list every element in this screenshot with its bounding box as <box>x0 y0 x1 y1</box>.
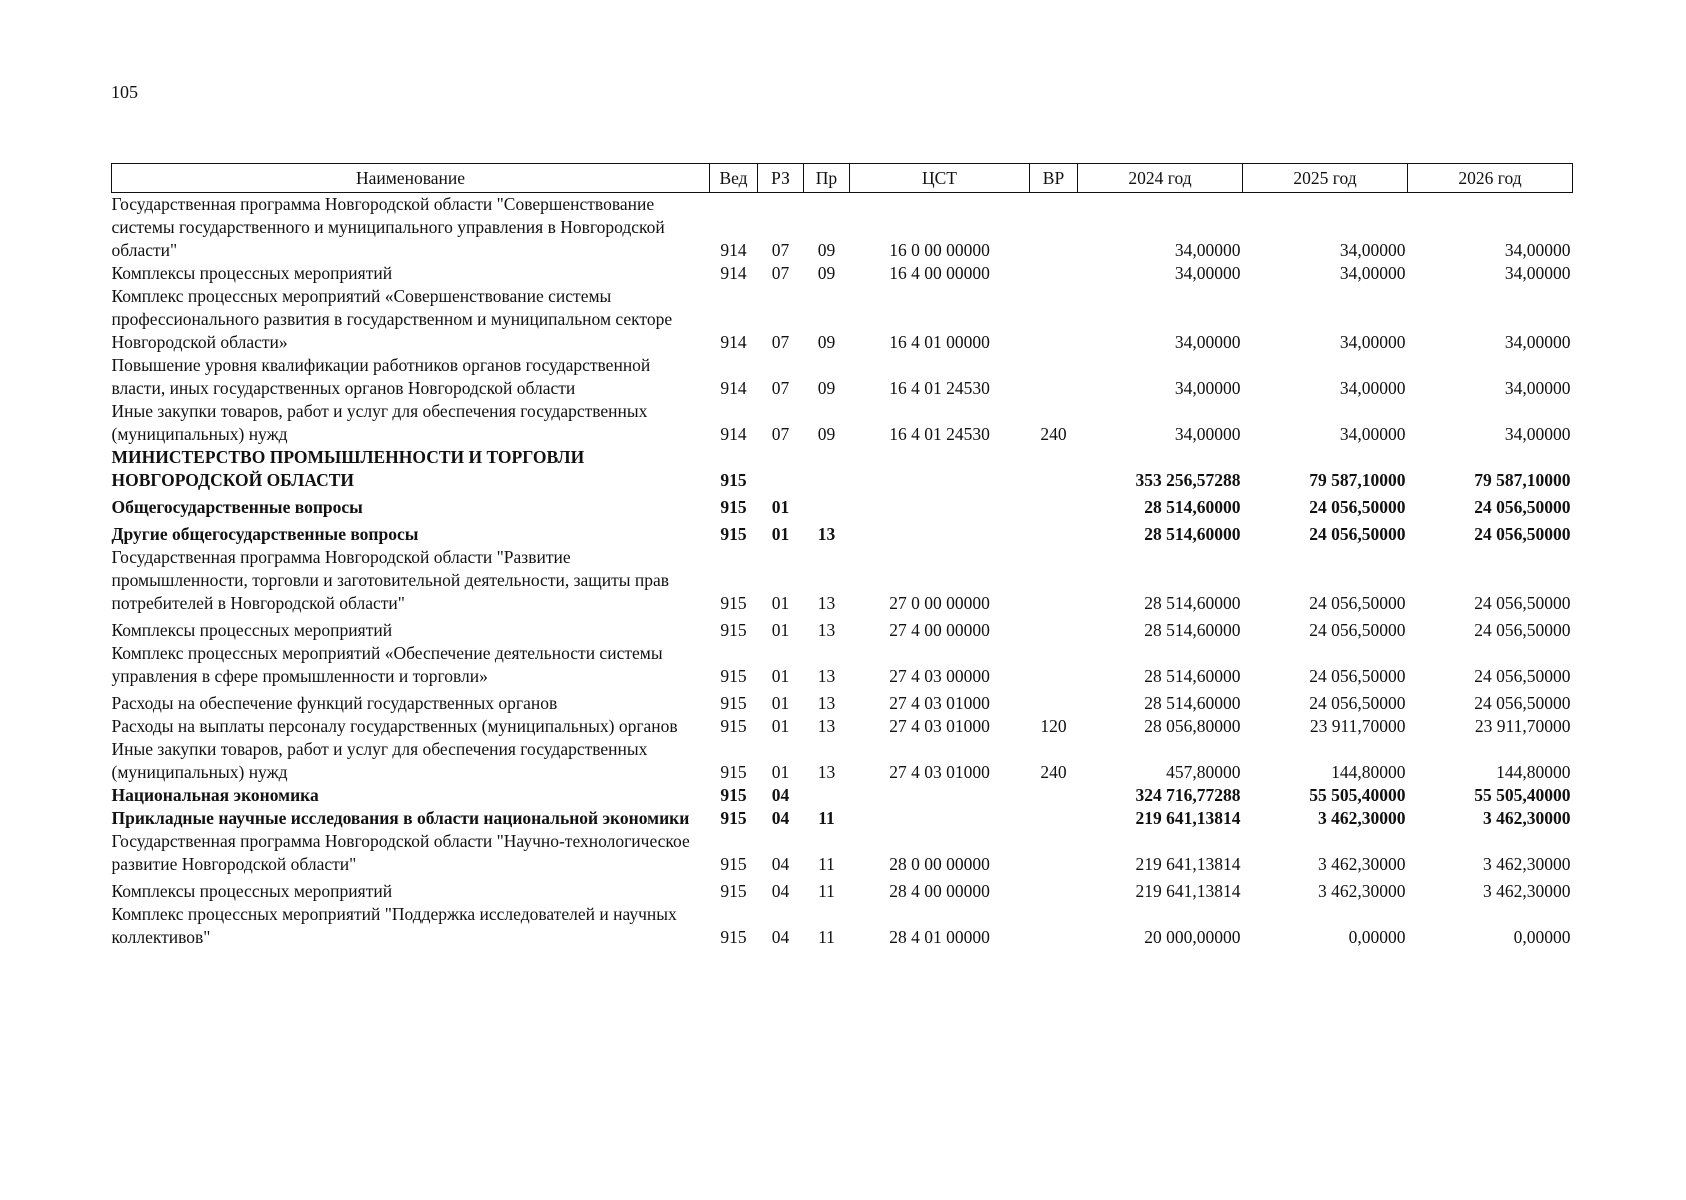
row-vr <box>1030 903 1078 949</box>
table-row <box>112 400 1573 446</box>
row-pr: 13 <box>817 762 836 782</box>
row-2025: 24 056,50000 <box>1309 497 1406 517</box>
row-2025: 34,00000 <box>1339 378 1406 398</box>
row-vr <box>1030 784 1078 807</box>
row-2024: 28 514,60000 <box>1144 524 1241 544</box>
row-cst: 27 4 03 00000 <box>889 666 990 686</box>
row-2026: 23 911,70000 <box>1474 716 1571 736</box>
row-vr <box>1030 446 1078 492</box>
row-2026: 79 587,10000 <box>1474 470 1571 490</box>
row-2025: 55 505,40000 <box>1309 785 1406 805</box>
row-rz <box>758 446 804 492</box>
row-ved: 915 <box>720 593 747 613</box>
header-2026: 2026 год <box>1408 164 1573 193</box>
table-row <box>112 642 1573 688</box>
row-name: Государственная программа Новгородской области "Совершенствование системы государственного и муниципального управления в Новгородской области" <box>111 194 665 260</box>
row-vr <box>1030 688 1078 715</box>
table-row <box>112 688 1573 715</box>
table-row <box>112 519 1573 546</box>
table-row <box>112 285 1573 354</box>
row-name: МИНИСТЕРСТВО ПРОМЫШЛЕННОСТИ И ТОРГОВЛИ НОВГОРОДСКОЙ ОБЛАСТИ <box>111 447 585 490</box>
row-2025: 3 462,30000 <box>1318 808 1406 828</box>
row-2025: 3 462,30000 <box>1318 881 1406 901</box>
row-ved: 914 <box>720 424 747 444</box>
row-vr <box>1030 193 1078 263</box>
row-cst: 16 0 00 00000 <box>889 240 990 260</box>
row-cst <box>850 519 1030 546</box>
row-name: Комплексы процессных мероприятий <box>111 263 393 283</box>
row-vr: 240 <box>1040 762 1067 782</box>
row-rz: 01 <box>771 497 790 517</box>
row-2025: 24 056,50000 <box>1309 620 1406 640</box>
row-2025: 24 056,50000 <box>1309 593 1406 613</box>
table-row <box>112 784 1573 807</box>
row-ved: 915 <box>720 881 747 901</box>
row-cst: 16 4 00 00000 <box>889 263 990 283</box>
row-ved: 915 <box>720 470 747 490</box>
row-2026: 34,00000 <box>1504 424 1571 444</box>
row-ved: 915 <box>720 785 747 805</box>
table-row <box>112 876 1573 903</box>
row-pr: 13 <box>817 716 836 736</box>
row-vr <box>1030 642 1078 688</box>
row-cst: 28 4 01 00000 <box>889 927 990 947</box>
row-2026: 34,00000 <box>1504 378 1571 398</box>
row-2026: 24 056,50000 <box>1474 666 1571 686</box>
row-2024: 219 641,13814 <box>1135 808 1241 828</box>
row-pr: 13 <box>817 620 836 640</box>
row-name: Общегосударственные вопросы <box>111 497 363 517</box>
row-pr: 13 <box>817 524 836 544</box>
row-2026: 144,80000 <box>1496 762 1571 782</box>
row-vr <box>1030 285 1078 354</box>
row-pr: 11 <box>818 854 835 874</box>
row-2024: 28 514,60000 <box>1144 593 1241 613</box>
row-2026: 3 462,30000 <box>1483 808 1571 828</box>
row-2024: 353 256,57288 <box>1135 470 1241 490</box>
row-pr <box>804 492 850 519</box>
row-cst: 28 4 00 00000 <box>889 881 990 901</box>
row-2026: 55 505,40000 <box>1474 785 1571 805</box>
row-pr: 09 <box>817 240 836 260</box>
row-2024: 34,00000 <box>1174 378 1241 398</box>
row-name: Государственная программа Новгородской области "Развитие промышленности, торговли и заготовительной деятельности, защиты прав потребителей в Новгородской области" <box>111 547 670 613</box>
row-cst: 27 4 03 01000 <box>889 716 990 736</box>
row-name: Другие общегосударственные вопросы <box>111 524 419 544</box>
header-vr: ВР <box>1030 164 1078 193</box>
row-cst: 27 4 03 01000 <box>889 762 990 782</box>
row-cst <box>850 446 1030 492</box>
row-pr: 11 <box>818 881 835 901</box>
budget-table <box>111 163 1573 949</box>
row-ved: 915 <box>720 808 747 828</box>
row-pr <box>804 446 850 492</box>
row-name: Комплекс процессных мероприятий "Поддержка исследователей и научных коллективов" <box>111 904 677 947</box>
row-2026: 3 462,30000 <box>1483 854 1571 874</box>
table-row <box>112 492 1573 519</box>
page-number: 105 <box>111 82 138 102</box>
row-rz: 07 <box>771 263 790 283</box>
row-vr: 240 <box>1040 424 1067 444</box>
row-cst: 16 4 01 24530 <box>889 424 990 444</box>
row-name: Национальная экономика <box>111 785 319 805</box>
row-2026: 24 056,50000 <box>1474 524 1571 544</box>
row-2026: 34,00000 <box>1504 240 1571 260</box>
row-2025: 79 587,10000 <box>1309 470 1406 490</box>
row-2025: 144,80000 <box>1331 762 1406 782</box>
row-cst: 16 4 01 00000 <box>889 332 990 352</box>
row-vr <box>1030 807 1078 830</box>
row-2026: 3 462,30000 <box>1483 881 1571 901</box>
row-name: Комплексы процессных мероприятий <box>111 620 393 640</box>
header-rz: РЗ <box>758 164 804 193</box>
row-ved: 915 <box>720 497 747 517</box>
row-name: Повышение уровня квалификации работников органов государственной власти, иных государственных органов Новгородской области <box>111 355 651 398</box>
row-2024: 324 716,77288 <box>1135 785 1241 805</box>
row-rz: 01 <box>771 524 790 544</box>
row-name: Иные закупки товаров, работ и услуг для обеспечения государственных (муниципальных) нужд <box>111 739 648 782</box>
row-2024: 28 056,80000 <box>1144 716 1241 736</box>
row-ved: 914 <box>720 263 747 283</box>
row-2024: 34,00000 <box>1174 332 1241 352</box>
row-vr <box>1030 519 1078 546</box>
table-row <box>112 446 1573 492</box>
row-cst: 27 0 00 00000 <box>889 593 990 613</box>
row-vr <box>1030 262 1078 285</box>
header-name: Наименование <box>112 164 710 193</box>
table-row <box>112 715 1573 738</box>
row-name: Иные закупки товаров, работ и услуг для обеспечения государственных (муниципальных) нужд <box>111 401 648 444</box>
row-pr: 11 <box>818 927 835 947</box>
row-cst: 27 4 00 00000 <box>889 620 990 640</box>
row-name: Комплексы процессных мероприятий <box>111 881 393 901</box>
row-2025: 34,00000 <box>1339 424 1406 444</box>
row-ved: 914 <box>720 378 747 398</box>
row-ved: 915 <box>720 762 747 782</box>
row-vr <box>1030 876 1078 903</box>
row-2024: 28 514,60000 <box>1144 693 1241 713</box>
row-rz: 07 <box>771 424 790 444</box>
row-pr: 09 <box>817 424 836 444</box>
row-2024: 219 641,13814 <box>1135 854 1241 874</box>
row-2024: 219 641,13814 <box>1135 881 1241 901</box>
row-vr <box>1030 615 1078 642</box>
row-2024: 34,00000 <box>1174 263 1241 283</box>
row-ved: 914 <box>720 240 747 260</box>
row-rz: 07 <box>771 378 790 398</box>
row-vr: 120 <box>1040 716 1067 736</box>
header-ved: Вед <box>710 164 758 193</box>
row-2026: 34,00000 <box>1504 263 1571 283</box>
table-header-row <box>112 164 1573 193</box>
row-2025: 24 056,50000 <box>1309 666 1406 686</box>
row-rz: 01 <box>771 762 790 782</box>
header-2025: 2025 год <box>1243 164 1408 193</box>
header-pr: Пр <box>804 164 850 193</box>
row-2025: 34,00000 <box>1339 263 1406 283</box>
header-cst: ЦСТ <box>850 164 1030 193</box>
row-ved: 915 <box>720 693 747 713</box>
row-cst: 27 4 03 01000 <box>889 693 990 713</box>
row-2025: 3 462,30000 <box>1318 854 1406 874</box>
row-2026: 24 056,50000 <box>1474 497 1571 517</box>
row-rz: 04 <box>771 854 790 874</box>
row-2024: 457,80000 <box>1166 762 1241 782</box>
row-cst <box>850 807 1030 830</box>
row-rz: 04 <box>771 808 790 828</box>
table-row <box>112 354 1573 400</box>
row-ved: 915 <box>720 620 747 640</box>
row-rz: 01 <box>771 593 790 613</box>
row-2024: 28 514,60000 <box>1144 666 1241 686</box>
row-pr: 13 <box>817 666 836 686</box>
row-2024: 20 000,00000 <box>1144 927 1241 947</box>
row-rz: 01 <box>771 620 790 640</box>
row-ved: 915 <box>720 524 747 544</box>
row-rz: 07 <box>771 332 790 352</box>
row-ved: 915 <box>720 927 747 947</box>
row-name: Прикладные научные исследования в области национальной экономики <box>111 808 690 828</box>
row-2026: 24 056,50000 <box>1474 693 1571 713</box>
row-rz: 01 <box>771 693 790 713</box>
row-pr: 09 <box>817 332 836 352</box>
row-pr: 09 <box>817 378 836 398</box>
row-cst: 16 4 01 24530 <box>889 378 990 398</box>
row-pr: 13 <box>817 693 836 713</box>
row-2026: 34,00000 <box>1504 332 1571 352</box>
row-pr: 13 <box>817 593 836 613</box>
row-ved: 914 <box>720 332 747 352</box>
row-name: Государственная программа Новгородской области "Научно-технологическое развитие Новгородской области" <box>111 831 690 874</box>
row-2025: 24 056,50000 <box>1309 693 1406 713</box>
row-2025: 34,00000 <box>1339 240 1406 260</box>
row-2026: 24 056,50000 <box>1474 593 1571 613</box>
row-ved: 915 <box>720 854 747 874</box>
row-2024: 28 514,60000 <box>1144 497 1241 517</box>
table-row <box>112 615 1573 642</box>
row-pr: 09 <box>817 263 836 283</box>
row-vr <box>1030 492 1078 519</box>
table-row <box>112 830 1573 876</box>
row-2024: 34,00000 <box>1174 424 1241 444</box>
row-cst <box>850 784 1030 807</box>
row-ved: 915 <box>720 716 747 736</box>
row-2025: 34,00000 <box>1339 332 1406 352</box>
table-row <box>112 807 1573 830</box>
row-pr <box>804 784 850 807</box>
table-row <box>112 546 1573 615</box>
row-2025: 23 911,70000 <box>1309 716 1406 736</box>
row-name: Комплекс процессных мероприятий «Совершенствование системы профессионального развития в государственном и муниципальном секторе Новгородской области» <box>111 286 673 352</box>
table-row <box>112 738 1573 784</box>
row-2024: 34,00000 <box>1174 240 1241 260</box>
row-ved: 915 <box>720 666 747 686</box>
row-name: Комплекс процессных мероприятий «Обеспечение деятельности системы управления в сфере промышленности и торговли» <box>111 643 663 686</box>
row-vr <box>1030 830 1078 876</box>
row-vr <box>1030 546 1078 615</box>
header-2024: 2024 год <box>1078 164 1243 193</box>
row-2025: 24 056,50000 <box>1309 524 1406 544</box>
row-rz: 04 <box>771 785 790 805</box>
table-row <box>112 262 1573 285</box>
table-body <box>112 193 1573 950</box>
row-rz: 01 <box>771 666 790 686</box>
row-2024: 28 514,60000 <box>1144 620 1241 640</box>
row-pr: 11 <box>818 808 835 828</box>
row-rz: 07 <box>771 240 790 260</box>
row-rz: 01 <box>771 716 790 736</box>
row-cst <box>850 492 1030 519</box>
table-row <box>112 903 1573 949</box>
row-rz: 04 <box>771 881 790 901</box>
row-2026: 0,00000 <box>1513 927 1571 947</box>
row-name: Расходы на выплаты персоналу государственных (муниципальных) органов <box>111 716 678 736</box>
row-rz: 04 <box>771 927 790 947</box>
row-2025: 0,00000 <box>1348 927 1406 947</box>
row-name: Расходы на обеспечение функций государственных органов <box>111 693 558 713</box>
row-vr <box>1030 354 1078 400</box>
row-cst: 28 0 00 00000 <box>889 854 990 874</box>
row-2026: 24 056,50000 <box>1474 620 1571 640</box>
table-row <box>112 193 1573 263</box>
